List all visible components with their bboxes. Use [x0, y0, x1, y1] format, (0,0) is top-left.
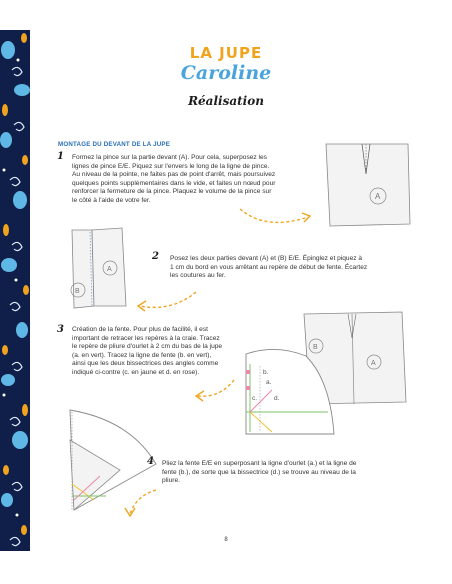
- step-3-line: (a. en vert). Tracez la ligne de fente (b. en vert),: [72, 351, 212, 359]
- step-3-number: 3: [57, 324, 64, 335]
- piece-a-label: A: [375, 192, 381, 201]
- piece-b-label: B: [313, 344, 318, 351]
- title-line-2: Caroline: [180, 62, 272, 84]
- step-4-line: Pliez la fente E/E en superposant la ligne d'ourlet (a.) et la ligne de: [162, 460, 357, 467]
- section-heading: MONTAGE DU DEVANT DE LA JUPE: [58, 141, 171, 148]
- page-number: 8: [224, 537, 228, 543]
- step-3-text: [72, 326, 262, 378]
- step-2-line: les coutures au fer.: [170, 272, 226, 280]
- step-1-line: Formez la pince sur la partie devant (A). Pour cela, superposez les: [72, 154, 267, 161]
- arrow-4: [122, 486, 162, 520]
- arrow-3: [190, 376, 240, 406]
- step-2-number: 2: [152, 251, 159, 262]
- step-4-line: pliure.: [162, 477, 180, 485]
- step-1-line: lignes de pince E/E. Piquez sur l'envers le long de la ligne de pince.: [72, 162, 270, 170]
- step-1-line: Au niveau de la pointe, ne faites pas de point d'arrêt, mais poursuivez: [72, 171, 276, 179]
- line-a-label: a.: [266, 379, 272, 386]
- step-4-text: [162, 460, 412, 486]
- arrow-1: [236, 203, 316, 233]
- line-d-label: d.: [274, 395, 280, 402]
- step-1-line: le côté à l'aide de votre fer.: [72, 196, 151, 204]
- step-3-line: indiqué ci-contre (c. en jaune et d. en rose).: [72, 368, 200, 376]
- step-3-line: Création de la fente. Pour plus de facilité, il est: [72, 326, 208, 333]
- piece-a-label: A: [107, 266, 112, 273]
- subtitle: Réalisation: [188, 94, 264, 108]
- figure-slit-bisectors: [236, 308, 416, 438]
- step-3-line: ainsi que les deux bissectrices des angles comme: [72, 360, 219, 368]
- piece-b-label: B: [75, 288, 80, 295]
- step-2-line: Posez les deux parties devant (A) et (B) E/E. Épinglez et piquez à: [170, 255, 363, 262]
- line-c-label: c.: [252, 395, 258, 402]
- step-1-line: quelques points supplémentaires dans le vide, et faites un nœud pour: [72, 179, 276, 187]
- step-1-line: renforcer la fermeture de la pince. Plaquez le volume de la pince sur: [72, 188, 272, 196]
- line-b-label: b.: [263, 369, 269, 376]
- decorative-pattern-strip: [0, 30, 30, 551]
- pattern-graphic: [0, 30, 30, 551]
- title-line-1: LA JUPE: [189, 44, 263, 62]
- step-4-line: fente (b.), de sorte que la bissectrice (d.) se trouve au niveau de la: [162, 468, 356, 476]
- step-1-text: [72, 154, 322, 206]
- arrow-2: [132, 288, 202, 318]
- figure-piece-a-dart: [318, 140, 418, 230]
- marker-dot: [246, 386, 250, 390]
- step-3-line: le repère de pliure d'ourlet à 2 cm du bas de la jupe: [72, 343, 223, 351]
- marker-dot: [246, 370, 250, 374]
- step-2-text: [170, 255, 410, 281]
- piece-a-label: A: [371, 360, 376, 367]
- step-1-number: 1: [57, 151, 64, 162]
- step-3-line: important de retracer les repères à la craie. Tracez: [72, 334, 220, 342]
- step-2-line: 1 cm du bord en vous arrêtant au repère de début de fente. Écartez: [170, 263, 368, 271]
- step-4-number: 4: [147, 456, 154, 467]
